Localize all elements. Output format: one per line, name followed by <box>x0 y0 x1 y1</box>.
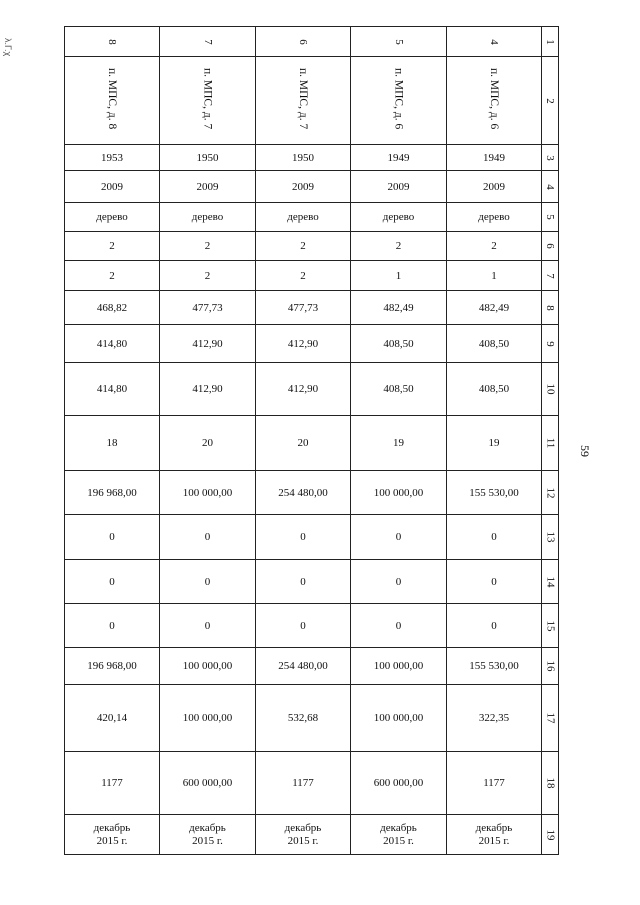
table-cell: 1177 <box>256 752 351 815</box>
row-number-cell <box>542 171 559 203</box>
table-cell: 100 000,00 <box>160 685 256 752</box>
address-label: п. МПС, д. 8 <box>106 68 118 130</box>
table-cell: 2 <box>160 261 256 291</box>
table-cell: 1953 <box>65 145 160 171</box>
table-cell: 482,49 <box>351 291 447 325</box>
row-number-cell <box>542 815 559 855</box>
address-row <box>65 57 559 145</box>
table-cell: 0 <box>447 560 542 604</box>
table-cell: 1177 <box>447 752 542 815</box>
row-number-cell <box>542 57 559 145</box>
table-cell: 420,14 <box>65 685 160 752</box>
column-number-cell <box>160 27 256 57</box>
year-label: 2015 г. <box>96 834 128 847</box>
row-number-cell <box>542 325 559 363</box>
row-number: 14 <box>544 576 556 587</box>
table-cell: 19 <box>447 416 542 471</box>
table-cell: 482,49 <box>447 291 542 325</box>
table-cell: 2 <box>256 232 351 261</box>
row-number: 1 <box>544 38 556 45</box>
table-cell: 1950 <box>160 145 256 171</box>
table-cell: 412,90 <box>160 325 256 363</box>
table-cell: дерево <box>256 203 351 232</box>
row-number-cell <box>542 560 559 604</box>
table-cell: 196 968,00 <box>65 471 160 515</box>
table-row <box>65 471 559 515</box>
table-cell: 2 <box>65 261 160 291</box>
table-cell: 414,80 <box>65 363 160 416</box>
table-cell: 600 000,00 <box>351 752 447 815</box>
row-number-cell <box>542 604 559 648</box>
table-cell: 0 <box>256 560 351 604</box>
row-number: 10 <box>544 383 556 395</box>
table-row <box>65 261 559 291</box>
year-label: 2015 г. <box>383 834 414 847</box>
table-cell: 477,73 <box>256 291 351 325</box>
data-table <box>64 26 559 855</box>
table-cell: 2 <box>447 232 542 261</box>
row-number: 12 <box>544 487 556 498</box>
row-number-cell <box>542 291 559 325</box>
table-cell: 1177 <box>65 752 160 815</box>
row-number-cell <box>542 416 559 471</box>
table-cell: дерево <box>351 203 447 232</box>
row-number: 11 <box>544 437 556 449</box>
table-cell: 2009 <box>256 171 351 203</box>
table-cell: 0 <box>447 515 542 560</box>
table-cell: 254 480,00 <box>256 648 351 685</box>
table-cell: 0 <box>256 604 351 648</box>
table-row <box>65 752 559 815</box>
table-cell: 100 000,00 <box>160 648 256 685</box>
table-cell: 532,68 <box>256 685 351 752</box>
table-row <box>65 203 559 232</box>
table-row <box>65 815 559 855</box>
table-cell: 0 <box>160 604 256 648</box>
column-number: 5 <box>392 38 405 45</box>
row-number: 6 <box>544 243 556 249</box>
table-cell: 0 <box>351 515 447 560</box>
table-cell: 2 <box>160 232 256 261</box>
table-cell: дерево <box>65 203 160 232</box>
table-cell: 412,90 <box>256 363 351 416</box>
row-number: 5 <box>544 214 556 220</box>
month-label: декабрь <box>380 821 417 834</box>
year-label: 2015 г. <box>478 834 510 847</box>
table-row <box>65 604 559 648</box>
table-cell: 477,73 <box>160 291 256 325</box>
row-number: 3 <box>544 154 556 161</box>
table-row <box>65 416 559 471</box>
row-number: 18 <box>544 777 556 789</box>
row-number-cell <box>542 515 559 560</box>
page-number: 59 <box>578 445 592 457</box>
table-cell: 18 <box>65 416 160 471</box>
row-number-cell <box>542 648 559 685</box>
row-number: 7 <box>544 272 556 279</box>
address-label: п. МПС, д. 7 <box>201 68 214 130</box>
row-number-cell <box>542 752 559 815</box>
table-row <box>65 685 559 752</box>
address-cell <box>160 57 256 145</box>
table-cell: дерево <box>160 203 256 232</box>
row-number-cell <box>542 203 559 232</box>
table-cell: 20 <box>160 416 256 471</box>
table-cell: 600 000,00 <box>160 752 256 815</box>
table-cell: дерево <box>447 203 542 232</box>
table-cell: 20 <box>256 416 351 471</box>
table-cell: 1 <box>351 261 447 291</box>
corner-mark: λ.Γ.χ <box>3 38 13 57</box>
table-cell: 155 530,00 <box>447 471 542 515</box>
table-cell: 414,80 <box>65 325 160 363</box>
table-cell: 0 <box>256 515 351 560</box>
row-number: 9 <box>544 340 556 347</box>
table-cell: 2009 <box>447 171 542 203</box>
table-row <box>65 560 559 604</box>
table-cell: 408,50 <box>447 325 542 363</box>
address-cell <box>351 57 447 145</box>
table-cell <box>447 815 542 855</box>
year-label: 2015 г. <box>287 834 319 847</box>
address-label: п. МПС, д. 7 <box>297 68 309 130</box>
table-cell: 468,82 <box>65 291 160 325</box>
row-number-cell <box>542 232 559 261</box>
table-cell: 0 <box>160 560 256 604</box>
row-number: 16 <box>544 660 556 672</box>
month-label: декабрь <box>475 821 513 834</box>
table-cell: 1950 <box>256 145 351 171</box>
column-number: 4 <box>488 38 500 45</box>
column-number: 7 <box>201 38 214 45</box>
address-cell <box>256 57 351 145</box>
table-cell: 408,50 <box>351 325 447 363</box>
table-cell: 2 <box>65 232 160 261</box>
column-number-cell <box>351 27 447 57</box>
month-label: декабрь <box>189 821 226 834</box>
table-cell: 1949 <box>447 145 542 171</box>
table-cell <box>351 815 447 855</box>
column-number-cell <box>65 27 160 57</box>
row-number-cell <box>542 145 559 171</box>
table-row <box>65 232 559 261</box>
table-cell: 2009 <box>65 171 160 203</box>
address-cell <box>65 57 160 145</box>
table-cell: 100 000,00 <box>351 648 447 685</box>
address-cell <box>447 57 542 145</box>
table-row <box>65 363 559 416</box>
column-number-row <box>65 27 559 57</box>
table-cell: 155 530,00 <box>447 648 542 685</box>
row-number-cell <box>542 363 559 416</box>
row-number: 19 <box>544 829 556 840</box>
month-label: декабрь <box>93 821 131 834</box>
table-cell: 0 <box>65 560 160 604</box>
table-cell: 1949 <box>351 145 447 171</box>
column-number: 6 <box>297 38 309 45</box>
address-label: п. МПС, д. 6 <box>488 68 500 130</box>
table-row <box>65 515 559 560</box>
table-row <box>65 145 559 171</box>
table-cell: 408,50 <box>447 363 542 416</box>
table-cell <box>65 815 160 855</box>
table-cell: 2 <box>351 232 447 261</box>
table-cell: 254 480,00 <box>256 471 351 515</box>
table-cell: 0 <box>65 604 160 648</box>
table-row <box>65 171 559 203</box>
row-number-cell <box>542 27 559 57</box>
table-cell: 100 000,00 <box>351 471 447 515</box>
table-cell: 2009 <box>351 171 447 203</box>
table-cell: 19 <box>351 416 447 471</box>
table-cell: 0 <box>65 515 160 560</box>
table-row <box>65 325 559 363</box>
table-row <box>65 291 559 325</box>
table-cell: 412,90 <box>256 325 351 363</box>
column-number-cell <box>447 27 542 57</box>
table-cell: 0 <box>447 604 542 648</box>
table-cell: 0 <box>351 604 447 648</box>
table-cell: 0 <box>160 515 256 560</box>
row-number-cell <box>542 261 559 291</box>
row-number-cell <box>542 685 559 752</box>
table-cell: 100 000,00 <box>160 471 256 515</box>
column-number-cell <box>256 27 351 57</box>
row-number: 17 <box>544 712 556 724</box>
row-number: 4 <box>544 183 556 190</box>
row-number-cell <box>542 471 559 515</box>
table-cell: 0 <box>351 560 447 604</box>
row-number: 15 <box>544 620 556 631</box>
column-number: 8 <box>106 38 118 45</box>
table-cell: 322,35 <box>447 685 542 752</box>
table-cell: 196 968,00 <box>65 648 160 685</box>
table-cell <box>160 815 256 855</box>
row-number: 2 <box>544 97 556 104</box>
table-cell: 408,50 <box>351 363 447 416</box>
table-cell: 2 <box>256 261 351 291</box>
row-number: 8 <box>544 304 556 311</box>
table-cell: 2009 <box>160 171 256 203</box>
year-label: 2015 г. <box>192 834 223 847</box>
row-number: 13 <box>544 531 556 543</box>
table-row <box>65 648 559 685</box>
table-cell: 100 000,00 <box>351 685 447 752</box>
month-label: декабрь <box>284 821 322 834</box>
table-cell: 412,90 <box>160 363 256 416</box>
address-label: п. МПС, д. 6 <box>392 68 405 130</box>
table-cell <box>256 815 351 855</box>
table-cell: 1 <box>447 261 542 291</box>
